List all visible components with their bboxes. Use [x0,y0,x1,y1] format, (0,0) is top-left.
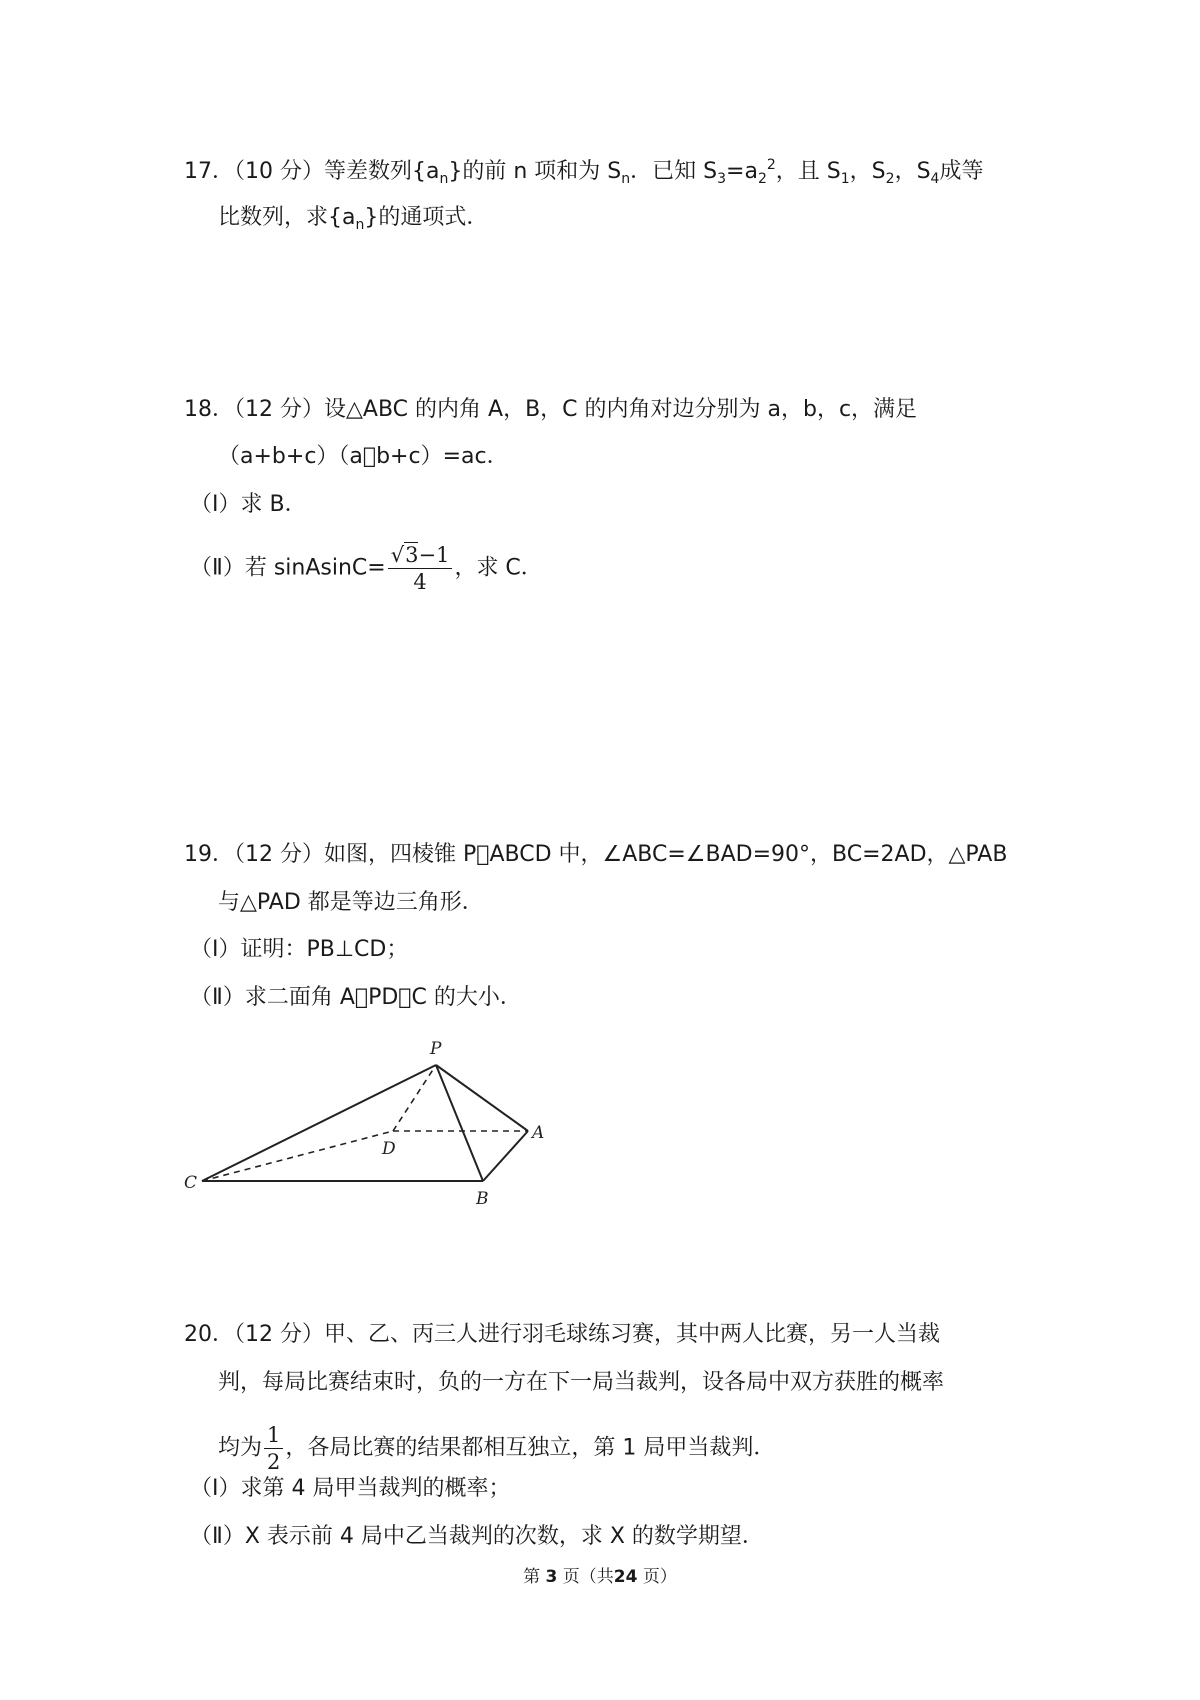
footer-text: 第 [523,1567,541,1587]
q20-text: 甲、乙、丙三人进行羽毛球练习赛，其中两人比赛，另一人当裁 [324,1322,941,1347]
question-number: 17． [184,159,234,184]
edge-cd-hidden [202,1131,393,1181]
q20-line1 [184,1320,940,1350]
fraction-numerator: 1 [264,1422,283,1449]
vertex-label-c: C [184,1173,198,1193]
q17-text: ，且 S [775,159,841,184]
q19-text: 如图，四棱锥 P ABCD 中，∠ABC=∠BAD=90°，BC=2AD，△PAB [324,842,1008,867]
subscript: n [355,217,365,233]
q17-text: }的通项式． [364,205,489,230]
edge-cp [202,1065,436,1181]
question-score: （12 分） [234,1322,324,1347]
footer-text: 页） [642,1567,677,1587]
q20-line3 [218,1422,775,1475]
q20-text: 均为 [218,1435,263,1461]
page-footer [0,1562,1200,1587]
subscript: 2 [757,171,767,187]
q20-part1: （Ⅰ）求第 4 局甲当裁判的概率； [190,1476,511,1501]
subscript: n [621,171,631,187]
question-number: 19． [184,842,234,867]
q19-part2: （Ⅱ）求二面角 A PD C 的大小． [190,985,522,1010]
superscript: 2 [766,157,776,173]
q17-text: 等差数列{a [324,159,440,184]
q19-line2: 与△PAD 都是等边三角形． [218,890,484,915]
q19-line1 [184,840,1007,870]
q18-part1: （Ⅰ）求 B． [190,492,307,517]
q18-line2: （a+b+c）（a b+c）=ac． [218,444,509,469]
radicand: 3 [405,543,419,567]
vertex-label-d: D [382,1139,396,1159]
vertex-label-p: P [430,1039,442,1059]
q17-text: ．已知 S [630,159,718,184]
question-number: 18． [184,397,234,422]
q19-part1: （Ⅰ）证明：PB⊥CD； [190,937,409,962]
footer-text: 页（共 [562,1567,614,1587]
q20-text: ，各局比赛的结果都相互独立，第 1 局甲当裁判． [285,1435,776,1461]
q18-text: ，求 C． [454,555,543,581]
fraction-numerator: √3−1 [388,542,453,569]
question-score: （12 分） [234,842,324,867]
pyramid-figure [180,1028,550,1206]
q18-part2 [190,542,543,595]
q17-line2 [218,203,488,233]
question-score: （12 分） [234,397,324,422]
edge-ba [483,1131,528,1181]
q17-text: 成等 [939,159,984,184]
question-score: （10 分） [234,159,324,184]
fraction-denominator: 4 [413,570,427,594]
subscript: 1 [840,171,850,187]
vertex-label-b: B [476,1189,489,1206]
q20-line2: 判，每局比赛结束时，负的一方在下一局当裁判，设各局中双方获胜的概率 [218,1370,945,1395]
subscript: 4 [930,171,940,187]
q20-part2: （Ⅱ）X 表示前 4 局中乙当裁判的次数，求 X 的数学期望． [190,1524,764,1549]
subscript: n [439,171,449,187]
subscript: 3 [717,171,727,187]
subscript: 2 [885,171,895,187]
q18-text: （Ⅱ）若 sinAsinC= [190,555,386,581]
q17-text: ，S [894,159,931,184]
vertex-label-a: A [532,1123,545,1143]
q17-text: }的前 n 项和为 S [448,159,622,184]
q17-text: 比数列，求{a [218,205,356,230]
page-total: 24 [613,1567,638,1587]
question-number: 20． [184,1322,234,1347]
fraction [264,1422,283,1475]
numerator-tail: −1 [418,543,450,567]
fraction-denominator: 2 [267,1450,281,1474]
q18-line1 [184,395,917,425]
q17-text: ，S [849,159,886,184]
q18-text: 设△ABC 的内角 A，B，C 的内角对边分别为 a，b，c，满足 [324,397,918,422]
q17-text: =a [726,159,758,184]
q17-line1 [184,157,983,187]
fraction [388,542,453,595]
page-number: 3 [545,1567,558,1587]
